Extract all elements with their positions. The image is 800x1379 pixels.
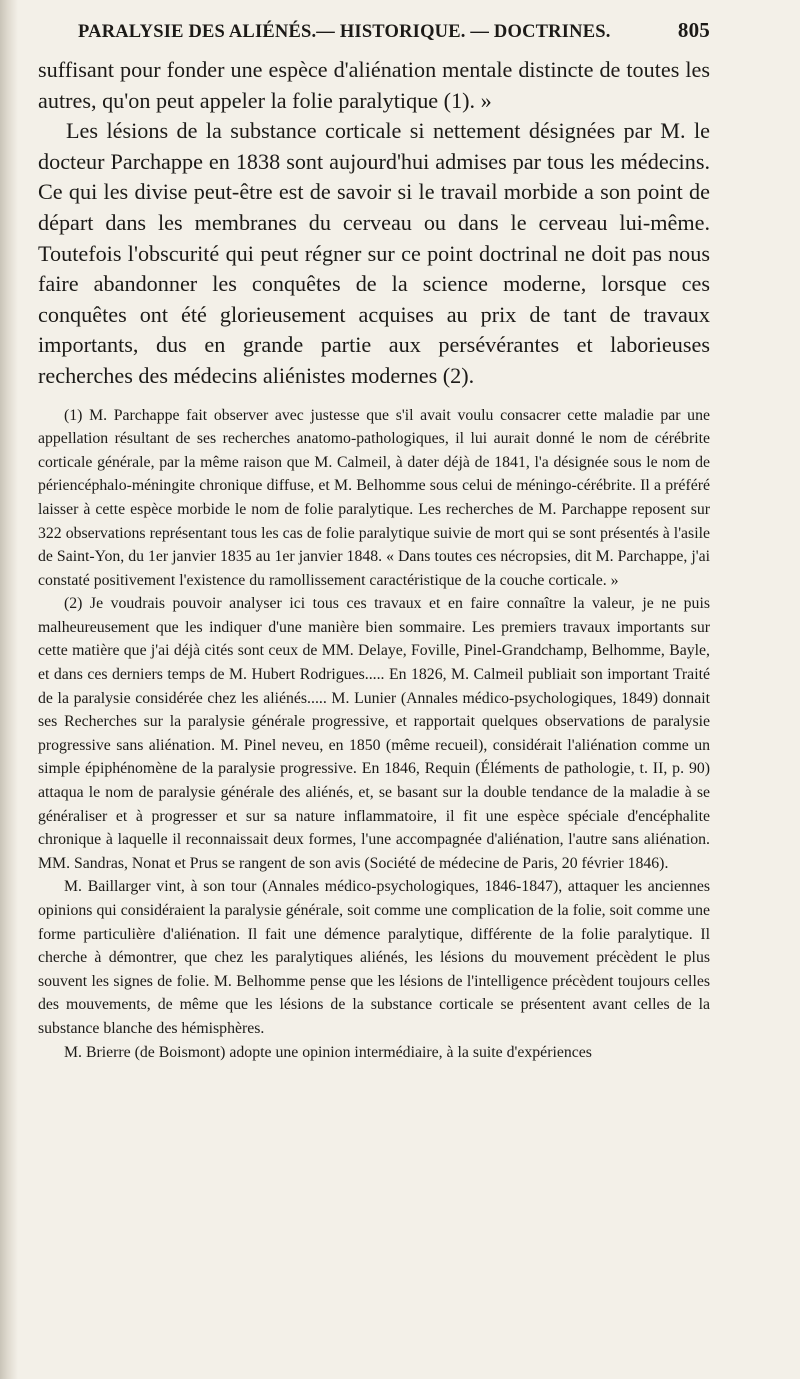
footnote-2-continued-brierre: M. Brierre (de Boismont) adopte une opinion intermédiaire, à la suite d'expériences: [64, 1043, 592, 1061]
footnote-2-continued-baillarger: M. Baillarger vint, à son tour (Annales médico-psychologiques, 1846-1847), attaquer les anciennes opinions qui considéraient la paralysie générale, soit comme une complication de la folie, soit comme une forme particulière d'aliénation. Il fait une démence paralytique, différente de la folie paralytique. Il cherche à démontrer, que chez les paralytiques aliénés, les lésions du mouvement précèdent le plus souvent les signes de folie. M. Belhomme pense que les lésions de l'intelligence précèdent toujours celles des mouvements, de même que les lésions de la substance corticale se présentent avant celles de la substance blanche des hémisphères.: [38, 878, 710, 1037]
footnote-1: (1) M. Parchappe fait observer avec justesse que s'il avait voulu consacrer cette maladie par une appellation résultant de ses recherches anatomo-pathologiques, il lui aurait donné le nom de cérébrite corticale générale, par la même raison que M. Calmeil, à dater déjà de 1841, l'a désignée sous le nom de périencéphalo-méningite chronique diffuse, et M. Belhomme sous celui de méningo-cérébrite. Il a préféré laisser à cette espèce morbide le nom de folie paralytique. Les recherches de M. Parchappe reposent sur 322 observations représentant tous les cas de folie paralytique suivie de mort qui se sont présentés à l'asile de Saint-Yon, du 1er janvier 1835 au 1er janvier 1848. « Dans toutes ces nécropsies, dit M. Parchappe, j'ai constaté positivement l'existence du ramollissement caractéristique de la couche corticale. »: [38, 406, 710, 589]
book-page: [38, 18, 710, 1084]
main-paragraph-1: suffisant pour fonder une espèce d'aliénation mentale distincte de toutes les autres, qu'on peut appeler la folie paralytique (1). »: [38, 57, 710, 113]
page-number: 805: [677, 18, 710, 42]
footnote-2: (2) Je voudrais pouvoir analyser ici tous ces travaux et en faire connaître la valeur, je ne puis malheureusement que les indiquer d'une manière bien sommaire. Les premiers travaux importants sur cette matière que j'ai déjà cités sont ceux de MM. Delaye, Foville, Pinel-Grandchamp, Belhomme, Bayle, et dans ces derniers temps de M. Hubert Rodrigues..... En 1826, M. Calmeil publiait son important Traité de la paralysie considérée chez les aliénés..... M. Lunier (Annales médico-psychologiques, 1849) donnait ses Recherches sur la paralysie générale progressive, et rapportait quelques observations de paralysie progressive sans aliénation. M. Pinel neveu, en 1850 (même recueil), considérait l'aliénation comme un simple épiphénomène de la paralysie progressive. En 1846, Requin (Éléments de pathologie, t. II, p. 90) attaqua le nom de paralysie générale des aliénés, et, se basant sur la double tendance de la maladie à se généraliser et à progresser et sur sa nature inflammatoire, il fit une espèce spéciale d'encéphalite chronique à laquelle il reconnaissait deux formes, l'une accompagnée d'aliénation, l'autre sans aliénation. MM. Sandras, Nonat et Prus se rangent de son avis (Société de médecine de Paris, 20 février 1846).: [38, 595, 710, 872]
footnotes: [38, 404, 710, 1065]
main-text: [38, 55, 710, 392]
bottom-margin: [38, 1064, 710, 1084]
running-title: PARALYSIE DES ALIÉNÉS.— HISTORIQUE. — DOCTRINES.: [78, 22, 611, 42]
main-paragraph-2: Les lésions de la substance corticale si nettement désignées par M. le docteur Parchappe en 1838 sont aujourd'hui admises par tous les médecins. Ce qui les divise peut-être est de savoir si le travail morbide a son point de départ dans les membranes du cerveau ou dans le cerveau lui-même. Toutefois l'obscurité qui peut régner sur ce point doctrinal ne doit pas nous faire abandonner les conquêtes de la science moderne, lorsque ces conquêtes ont été glorieusement acquises au prix de tant de travaux importants, dus en grande partie aux persévérantes et laborieuses recherches des médecins aliénistes modernes (2).: [38, 118, 710, 388]
running-head: [78, 18, 710, 43]
page-edge-shadow: [0, 0, 18, 1379]
